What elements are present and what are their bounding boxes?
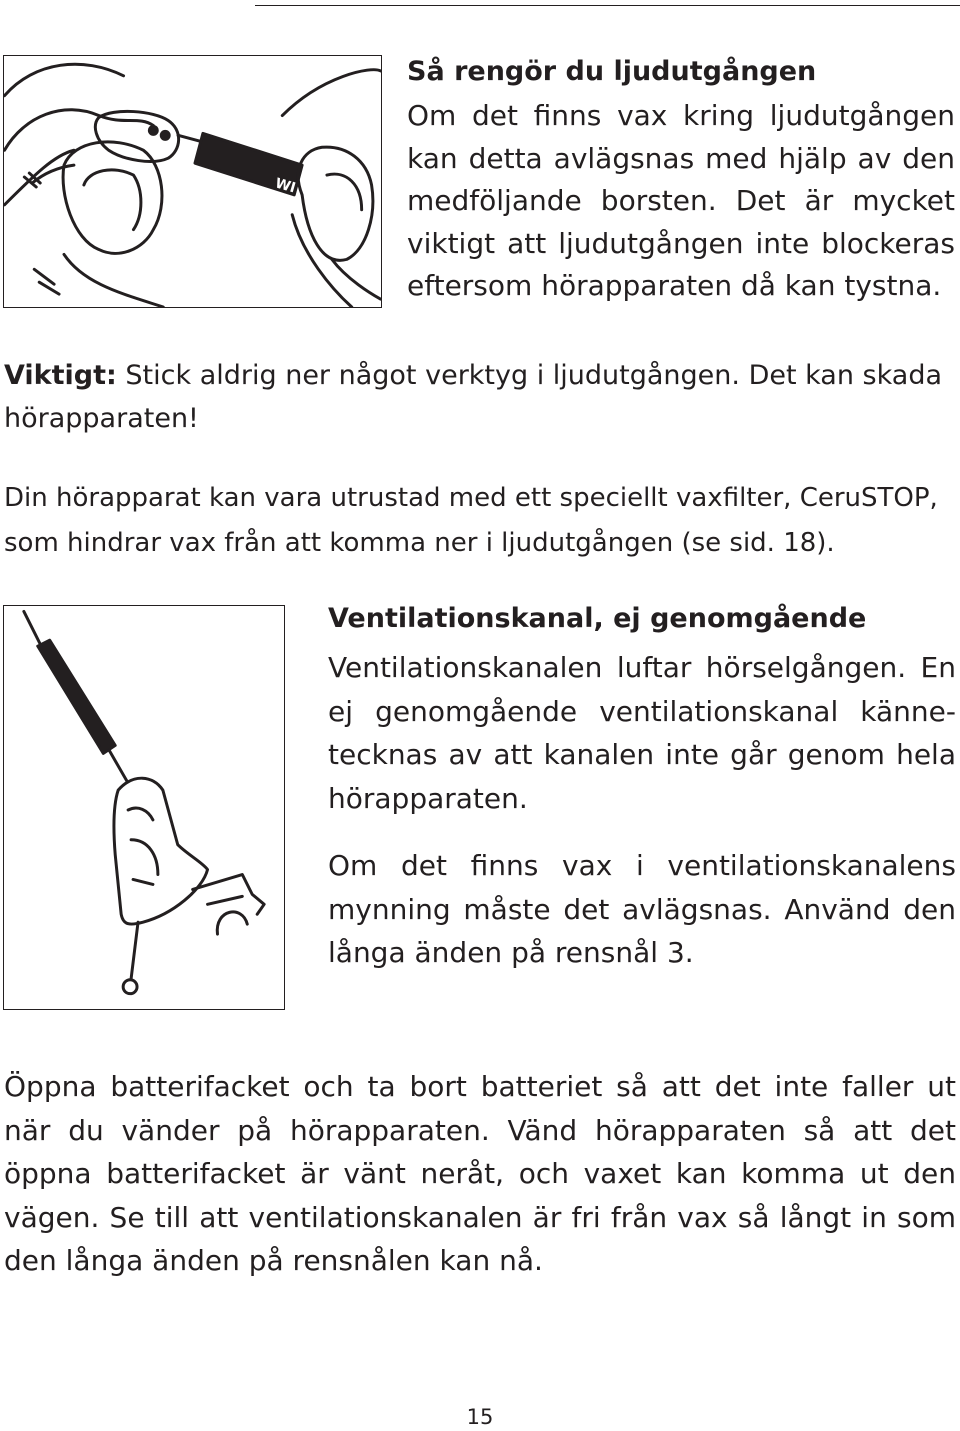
important-text: Stick aldrig ner något verktyg i ljudutgången. Det kan skada hörapparaten! <box>4 360 943 434</box>
page-number: 15 <box>466 1405 494 1429</box>
vent-cleaning-illustration <box>3 605 285 1010</box>
vent-paragraph-1: Ventilationskanalen luftar hörselgången. En ej genomgående ventilationskanal kännetecknas av att kanalen inte går genom hela hörapparaten. <box>328 651 956 815</box>
battery-paragraph: Öppna batterifacket och ta bort batteriet så att det inte faller ut när du vänder på hörapparaten. Vänd hörapparaten så att det öppna batterifacket är vänt neråt, och vaxet kan komma ut den vägen. Se till att ventilationskanalen är fri från vax så långt in som den långa änden på rensnålen kan nå. <box>4 1070 956 1277</box>
sound-outlet-heading: Så rengör du ljudutgången <box>407 56 817 87</box>
cerustop-note: Din hörapparat kan vara utrustad med ett speciellt vaxfilter, CeruSTOP, som hindrar vax från att komma ner i ljudutgången (se sid. 18). <box>4 483 938 558</box>
important-label: Viktigt: <box>4 360 117 391</box>
brush-cleaning-illustration <box>3 55 382 308</box>
important-warning <box>4 354 956 440</box>
sound-outlet-body: Om det finns vax kring ljudutgången kan detta avlägsnas med hjälp av den medföljande borsten. Det är mycket viktigt att ljudutgången inte blockeras eftersom hörapparaten då kan tystna. <box>407 99 955 302</box>
svg-text:WI: WI <box>273 175 298 197</box>
vent-paragraph-2: Om det finns vax i ventilationskanalens mynning måste det avlägsnas. Använd den långa änden på rensnål 3. <box>328 849 956 969</box>
vent-section <box>328 598 956 975</box>
top-rule <box>255 5 960 6</box>
sound-outlet-section <box>407 52 955 308</box>
vent-heading: Ventilationskanal, ej genomgående <box>328 603 867 634</box>
